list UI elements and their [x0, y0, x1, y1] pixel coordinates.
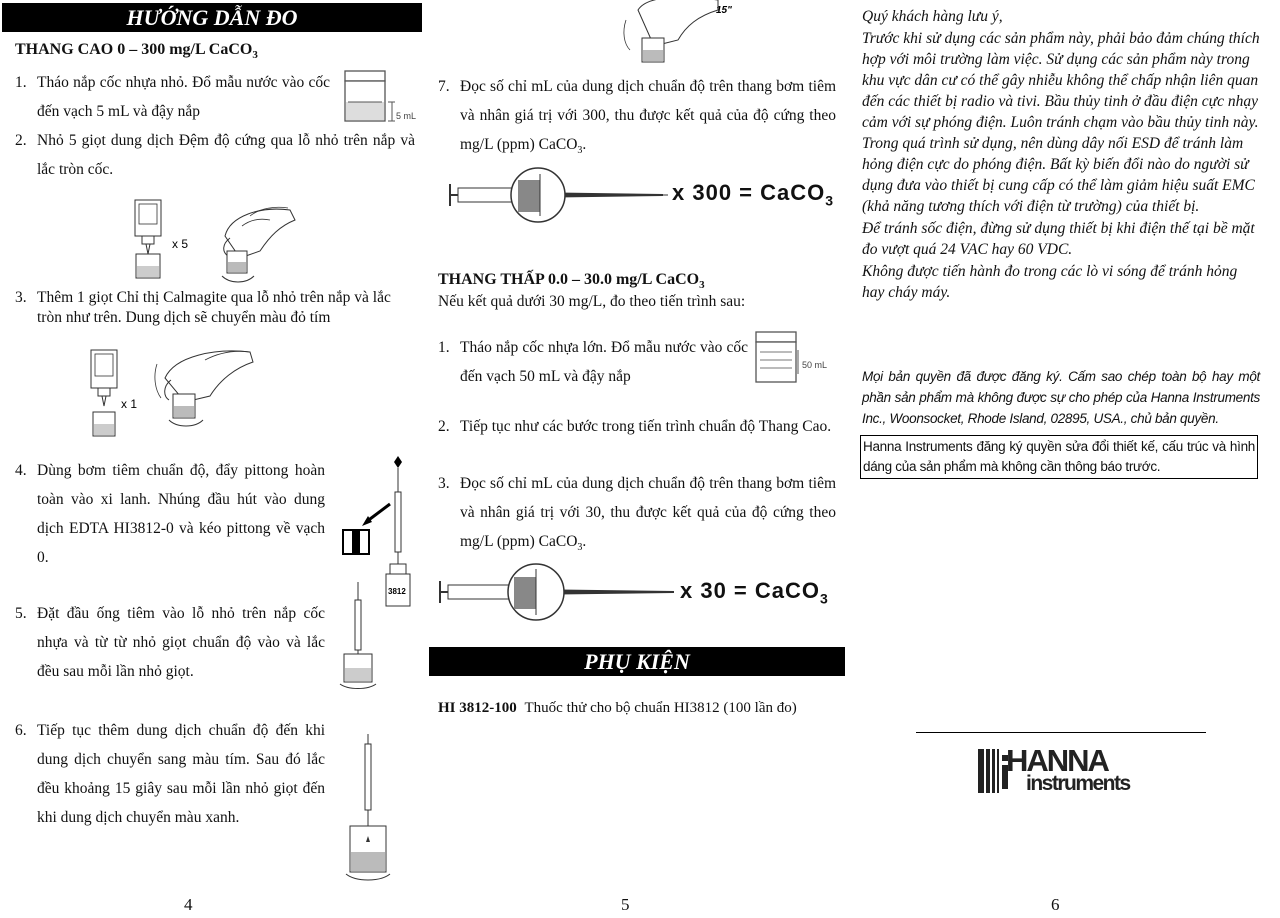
times-one: x 1	[121, 397, 138, 411]
accessory-item: HI 3812-100 Thuốc thử cho bộ chuẩn HI3812 (100 lần đo)	[438, 700, 797, 716]
low-range-heading: THANG THẤP 0.0 – 30.0 mg/L CaCO$_3$	[438, 271, 705, 292]
high-range-heading: THANG CAO 0 – 300 mg/L CaCO$_3$	[15, 41, 258, 62]
emc-warning: Trước khi sử dụng các sản phẩm này, phải bảo đảm chúng thích hợp với môi trường làm việc. Sử dụng các sản phẩm này trong khu vực dân cư có thể gây nhiễu không thể chấp nhận liên quan đến các thiết bị radio và tivi. Bầu thủy tinh ở đầu điện cực nhạy cảm với sự phóng điện. Luôn tránh chạm vào bầu thủy tinh này. Trong quá trình sử dụng, nên dùng dây nối ESD để tránh làm hỏng điện cực do phóng điện. Bất kỳ biến đổi nào do người sử dụng đưa vào thiết bị cung cấp có thể làm giảm hiệu suất EMC (khả năng tương thích với điện từ trường) của thiết bị.	[862, 30, 1260, 215]
low-step-2: 2. Tiếp tục như các bước trong tiến trình chuẩn độ Thang Cao.	[438, 418, 832, 435]
step-3: 3. Thêm 1 giọt Chỉ thị Calmagite qua lỗ nhỏ trên nắp và lắc tròn như trên. Dung dịch sẽ chuyển màu đỏ tím	[15, 289, 391, 326]
accessories-banner: PHỤ KIỆN	[429, 647, 845, 676]
divider-line	[916, 732, 1206, 733]
large-cup-illustration	[752, 330, 842, 386]
indicator-drop-illustration	[85, 346, 265, 442]
small-cup-illustration	[340, 66, 420, 126]
time-label: 15"	[716, 5, 732, 16]
logo-wordmark-top: HANNA	[1006, 743, 1108, 778]
bottle-label: 3812	[388, 587, 406, 596]
low-range-intro: Nếu kết quả dưới 30 mg/L, đo theo tiến trình sau:	[438, 293, 746, 310]
syringe-readout-30	[438, 563, 678, 625]
equation-300: x 300 = CaCO$_3$	[672, 180, 835, 209]
shock-warning: Để tránh sốc điện, đừng sử dụng thiết bị khi điện thế tại bề mặt đo vượt quá 24 VAC hay 60 VDC.	[862, 220, 1255, 258]
logo-wordmark-bottom: instruments	[1026, 772, 1130, 795]
low-step-3: 3. Đọc số chỉ mL của dung dịch chuẩn độ trên thang bơm tiêm và nhân giá trị với 30, thu được kết quả của độ cứng theo mg/L (ppm) CaCO$_3$.	[438, 475, 836, 554]
low-step-1: 1. Tháo nắp cốc nhựa lớn. Đổ mẫu nước vào cốc đến vạch 50 mL và đậy nắp	[438, 339, 748, 385]
cup-50-label: 50 mL	[802, 360, 828, 370]
titration-cup-illustration	[340, 732, 390, 882]
equation-30: x 30 = CaCO$_3$	[680, 578, 829, 607]
design-notice-box: Hanna Instruments đăng ký quyền sửa đổi thiết kế, cấu trúc và hình dáng của sản phẩm mà không cần thông báo trước.	[860, 435, 1258, 479]
buffer-drops-illustration	[130, 196, 310, 286]
times-five: x 5	[172, 237, 189, 251]
step-2: 2. Nhỏ 5 giọt dung dịch Đệm độ cứng qua lỗ nhỏ trên nắp và lắc tròn cốc.	[15, 132, 415, 178]
copyright-text: Mọi bản quyền đã được đăng ký. Cấm sao chép toàn bộ hay một phần sản phẩm mà không được sự cho phép của Hanna Instruments Inc., Woonsocket, Rhode Island, 02895, USA., chủ bản quyền.	[862, 369, 1260, 426]
syringe-in-cup-illustration	[338, 580, 398, 690]
step-1: 1. Tháo nắp cốc nhựa nhỏ. Đổ mẫu nước vào cốc đến vạch 5 mL và đậy nắp	[15, 74, 330, 120]
shake-hand-illustration	[618, 0, 738, 70]
cup-volume-label: 5 mL	[396, 111, 417, 121]
page-number-6: 6	[1051, 895, 1060, 914]
greeting: Quý khách hàng lưu ý,	[862, 8, 1003, 25]
page-number-4: 4	[184, 895, 193, 914]
step-4: 4. Dùng bơm tiêm chuẩn độ, đẩy pittong hoàn toàn vào xi lanh. Nhúng đầu hút vào dung dịch EDTA HI3812-0 và kéo pittong về vạch 0.	[15, 462, 325, 566]
notice-paragraphs	[862, 6, 1262, 303]
step-5: 5. Đặt đầu ống tiêm vào lỗ nhỏ trên nắp cốc nhựa và từ từ nhỏ giọt chuẩn độ vào và lắc đều sau mỗi lần nhỏ giọt.	[15, 605, 325, 680]
hanna-logo	[978, 743, 1148, 797]
instructions-banner: HƯỚNG DẪN ĐO	[2, 3, 422, 32]
step-6: 6. Tiếp tục thêm dung dịch chuẩn độ đến khi dung dịch chuyển sang màu tím. Sau đó lắc đều khoảng 15 giây sau mỗi lần nhỏ giọt đến khi dung dịch chuyển màu xanh.	[15, 722, 325, 826]
microwave-warning: Không được tiến hành đo trong các lò vi sóng để tránh hỏng hay cháy máy.	[862, 263, 1238, 301]
step-7: 7. Đọc số chỉ mL của dung dịch chuẩn độ trên thang bơm tiêm và nhân giá trị với 300, thu được kết quả của độ cứng theo mg/L (ppm) CaCO$_3$.	[438, 78, 836, 157]
syringe-readout-300	[448, 166, 668, 226]
page-number-5: 5	[621, 895, 630, 914]
